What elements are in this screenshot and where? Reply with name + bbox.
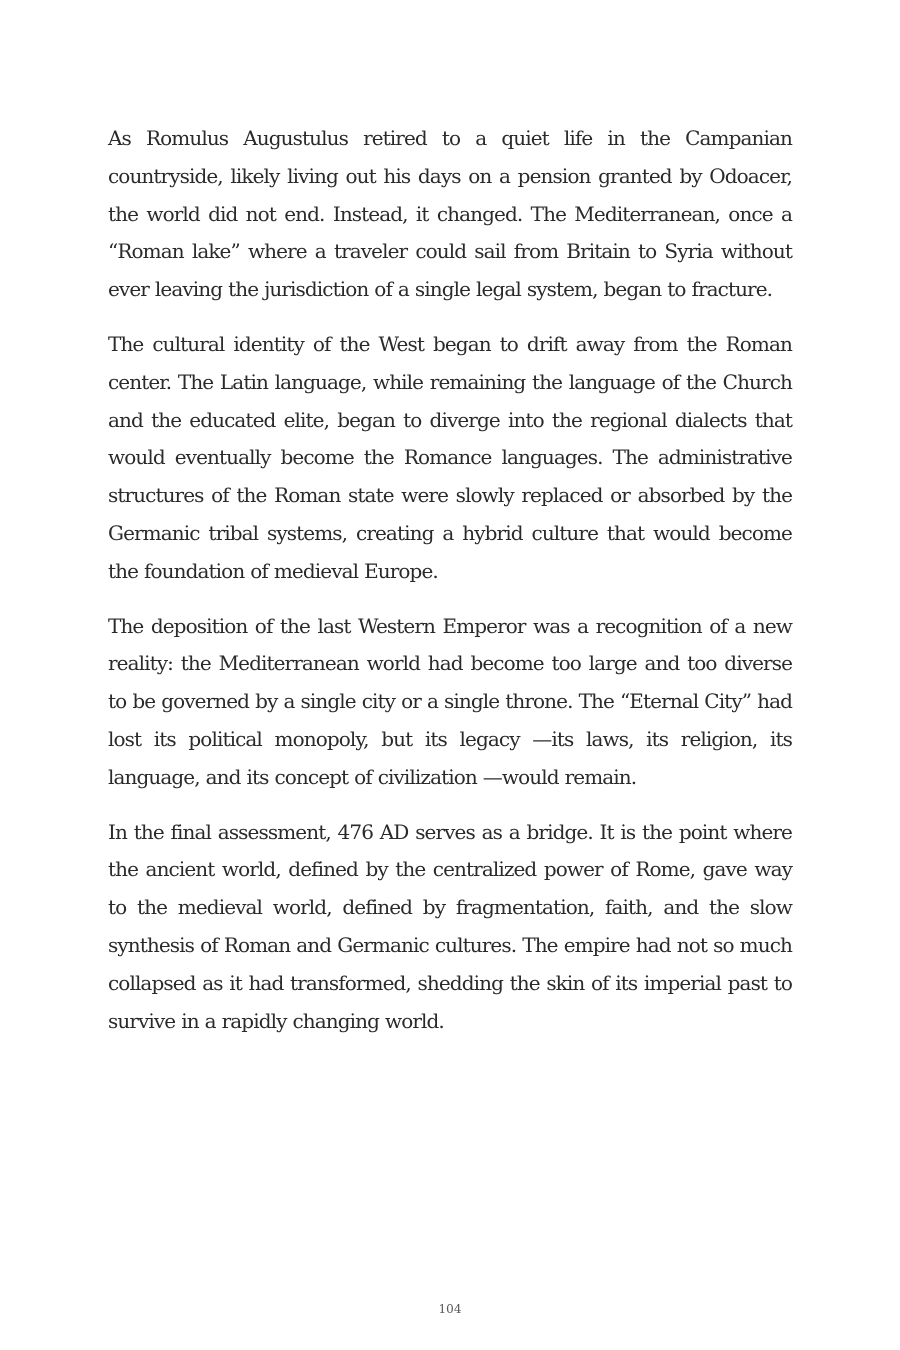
paragraph-3: The deposition of the last Western Emperor was a recognition of a new reality: the Mediterranean world had become too large and too diverse to be governed by a single city or a single throne. The “Eternal City” had lost its political monopoly, but its legacy —its laws, its religion, its language, and its concept of civilization —would remain. [108, 613, 792, 789]
paragraph-4: In the final assessment, 476 AD serves as a bridge. It is the point where the ancient world, defined by the centralized power of Rome, gave way to the medieval world, defined by fragmentation, faith, and the slow synthesis of Roman and Germanic cultures. The empire had not so much collapsed as it had transformed, shedding the skin of its imperial past to survive in a rapidly changing world. [108, 819, 792, 1033]
body-text [108, 120, 792, 1057]
paragraph-1: As Romulus Augustulus retired to a quiet life in the Campanian countryside, likely living out his days on a pension granted by Odoacer, the world did not end. Instead, it changed. The Mediterranean, once a “Roman lake” where a traveler could sail from Britain to Syria without ever leaving the jurisdiction of a single legal system, began to fracture. [108, 126, 792, 302]
page-number: 104 [438, 1302, 462, 1316]
paragraph-2: The cultural identity of the West began to drift away from the Roman center. The Latin language, while remaining the language of the Church and the educated elite, began to diverge into the regional dialects that would eventually become the Romance languages. The administrative structures of the Roman state were slowly replaced or absorbed by the Germanic tribal systems, creating a hybrid culture that would become the foundation of medieval Europe. [108, 331, 792, 583]
